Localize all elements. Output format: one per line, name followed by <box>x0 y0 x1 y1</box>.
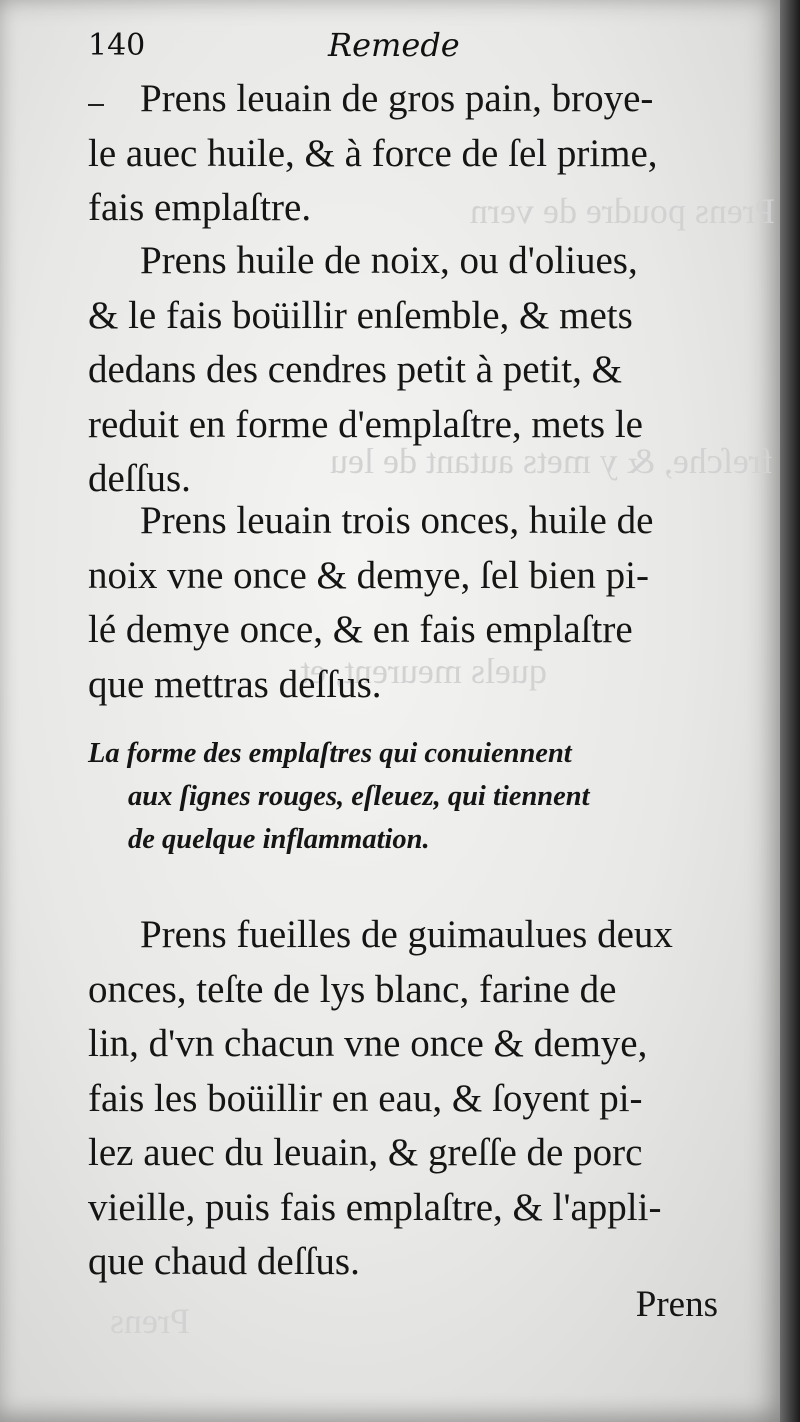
text-line: Prens huile de noix, ou d'oliues, <box>140 239 638 282</box>
text-line: dedans des cendres petit à petit, & <box>88 348 622 391</box>
text-line: lez auec du leuain, & greſſe de porc <box>88 1131 643 1174</box>
text-line: Prens fueilles de guimaulues deux <box>140 913 673 956</box>
text-line: Prens leuain de gros pain, broye- <box>140 77 654 120</box>
paragraph-2 <box>88 234 736 507</box>
catchword: Prens <box>635 1284 718 1325</box>
page-header <box>88 20 648 70</box>
paragraph-1 <box>88 72 736 236</box>
heading-line: de quelque inflammation. <box>128 824 430 855</box>
text-line: que mettras deſſus. <box>88 662 382 706</box>
heading-line: La forme des emplaſtres qui conuiennent <box>88 738 572 769</box>
text-line: noix vne once & demye, ſel bien pi- <box>88 553 650 597</box>
text-line: deſſus. <box>88 457 191 500</box>
text-line: reduit en forme d'emplaſtre, mets le <box>88 402 643 446</box>
text-line: Prens leuain trois onces, huile de <box>140 499 654 542</box>
running-head: Remede <box>328 26 460 64</box>
text-line: lin, d'vn chacun vne once & demye, <box>88 1022 648 1065</box>
text-line: & le fais boüillir enſemble, & mets <box>88 293 633 337</box>
paragraph-4 <box>88 908 736 1290</box>
page-number: 140 <box>88 28 146 63</box>
text-line: fais les boüillir en eau, & ſoyent pi- <box>88 1076 643 1120</box>
text-line: vieille, puis fais emplaſtre, & l'appli- <box>88 1185 662 1229</box>
text-line: fais emplaſtre. <box>88 186 312 229</box>
text-line: lé demye once, & en fais emplaſtre <box>88 608 633 651</box>
paragraph-3 <box>88 494 736 712</box>
heading-line: aux ſignes rouges, eſleuez, qui tiennent <box>128 781 590 812</box>
book-page: Prens poudre de vern freſche, & y mets autant de leu quels meurent, et Prens 140 Remede Prens leuain de gros pain, broye- le auec huile, & à force de ſel prime, fais emplaſtre. Prens huile de noix, ou d'oliues, & le fais boüillir enſemble, & mets dedans des cendres petit à petit, & reduit en forme d'emplaſtre, mets le deſſus. Prens leuain trois onces, huile de noix vne once & demye, ſel bien pi- lé demye once, & en fais emplaſtre que mettras deſſus. La forme des emplaſtres qui conuiennent aux ſignes rouges, eſleuez, qui tiennent de quelque inflammation. Prens fueilles de guimaulues deux onces, teſte de lys blanc, farine de lin, d'vn chacun vne once & demye, fais les boüillir en eau, & ſoyent pi- lez auec du leuain, & greſſe de porc vieille, puis fais emplaſtre, & l'appli- que chaud deſſus. Prens <box>0 0 780 1422</box>
section-heading <box>88 732 748 861</box>
text-line: onces, teſte de lys blanc, farine de <box>88 967 617 1011</box>
text-line: que chaud deſſus. <box>88 1240 360 1283</box>
page-edge <box>780 0 800 1422</box>
text-line: le auec huile, & à force de ſel prime, <box>88 131 658 175</box>
